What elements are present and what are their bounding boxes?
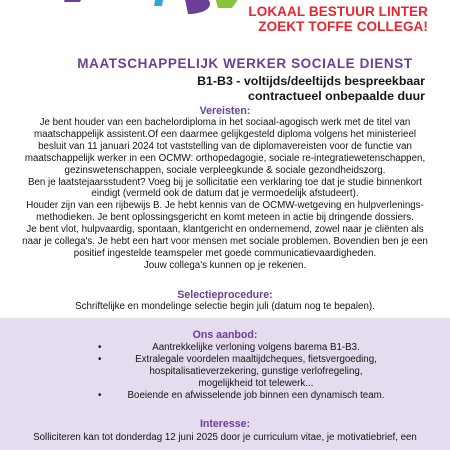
- recruit-heading: [248, 4, 428, 34]
- requirements-heading: Vereisten:: [199, 105, 251, 117]
- bullet-icon: •: [98, 389, 102, 401]
- list-item-continuation: [90, 366, 410, 378]
- requirements-body: [12, 117, 438, 272]
- requirements-line: Ben je laatstejaarsstudent? Voeg bij je sollicitatie een verklaring toe dat je studie binnenkort: [27, 176, 423, 188]
- requirements-line: gezinswetenschappen, sociale verpleegkunde & sociale gezondheidszorg.: [64, 164, 386, 176]
- requirements-line: Houder zijn van een rijbewijs B. Je hebt kennis van de OCMW-wetgeving en hulpverlenings-: [26, 200, 424, 212]
- list-item-continuation: [90, 378, 410, 390]
- requirements-line: methodieken. Je bent oplossingsgericht en komt meteen in actie bij dringende dossiers.: [36, 212, 414, 224]
- requirements-line: eindigt (vermeld ook de datum dat je vermoedelijk afstudeert).: [91, 188, 359, 200]
- bullet-icon: •: [98, 353, 102, 365]
- requirements-line: maatschappelijk werker in een OCMW: orthopedagogie, sociale re-integratiewetenschappen,: [24, 152, 426, 164]
- job-subtitle-2: contractueel onbepaalde duur: [248, 89, 425, 103]
- header: [0, 0, 450, 44]
- list-item: [90, 342, 410, 354]
- requirements-line: positief ingestelde teamspeler met goede communicatievaardigheden.: [73, 247, 377, 259]
- offer-heading: Ons aanbod:: [192, 329, 258, 341]
- requirements-line: naar je collega's. Je hebt een hart voor mensen met sociale problemen. Bovendien ben je een: [22, 236, 428, 248]
- offer-item-text: Extralegale voordelen maaltijdcheques, fietsvergoeding,: [135, 353, 377, 365]
- offer-item-text: Aantrekkelijke verloning volgens barema B1-B3.: [152, 342, 360, 353]
- offer-list: [90, 342, 410, 402]
- requirements-line: Je bent houder van een bachelordiploma in het sociaal-agogisch werk met de titel van: [39, 117, 411, 128]
- bottom-edge: [0, 446, 450, 450]
- recruit-line-1: LOKAAL BESTUUR LINTER: [248, 4, 428, 19]
- interest-heading: Interesse:: [199, 418, 251, 430]
- recruit-line-2: ZOEKT TOFFE COLLEGA!: [258, 19, 428, 34]
- job-subtitle-1: B1-B3 - voltijds/deeltijds bespreekbaar: [197, 74, 425, 88]
- job-title: MAATSCHAPPELIJK WERKER SOCIALE DIENST: [77, 56, 413, 71]
- bullet-icon: •: [98, 342, 102, 353]
- requirements-line: Jouw collega's kunnen op je rekenen.: [143, 259, 307, 271]
- requirements-line: maatschappelijk assistent.Of een daarmee gelijkgesteld diploma volgens het ministerieel: [33, 128, 417, 140]
- selection-heading: Selectieprocedure:: [177, 289, 273, 301]
- interest-text: Solliciteren kan tot donderdag 12 juni 2025 door je curriculum vitae, je motivatiebrief, een: [33, 432, 417, 443]
- list-item: [90, 390, 410, 402]
- list-item: [90, 354, 410, 366]
- selection-text: Schriftelijke en mondelinge selectie begin juli (datum nog te bepalen).: [75, 301, 375, 312]
- offer-item-text: mogelijkheid tot telewerk...: [198, 377, 314, 389]
- logo-fragment: [6, 0, 256, 16]
- requirements-line: besluit van 11 januari 2024 tot vaststelling van de diplomavereisten voor de functie van: [38, 140, 412, 152]
- offer-item-text: Boeiende en afwisselende job binnen een dynamisch team.: [127, 389, 385, 401]
- requirements-line: Je bent vlot, hulpvaardig, spontaan, klantgericht en ondernemend, zowel naar je cliënten als: [26, 224, 424, 236]
- offer-item-text: hospitalisatieverzekering, gunstige verlofregeling,: [149, 365, 363, 377]
